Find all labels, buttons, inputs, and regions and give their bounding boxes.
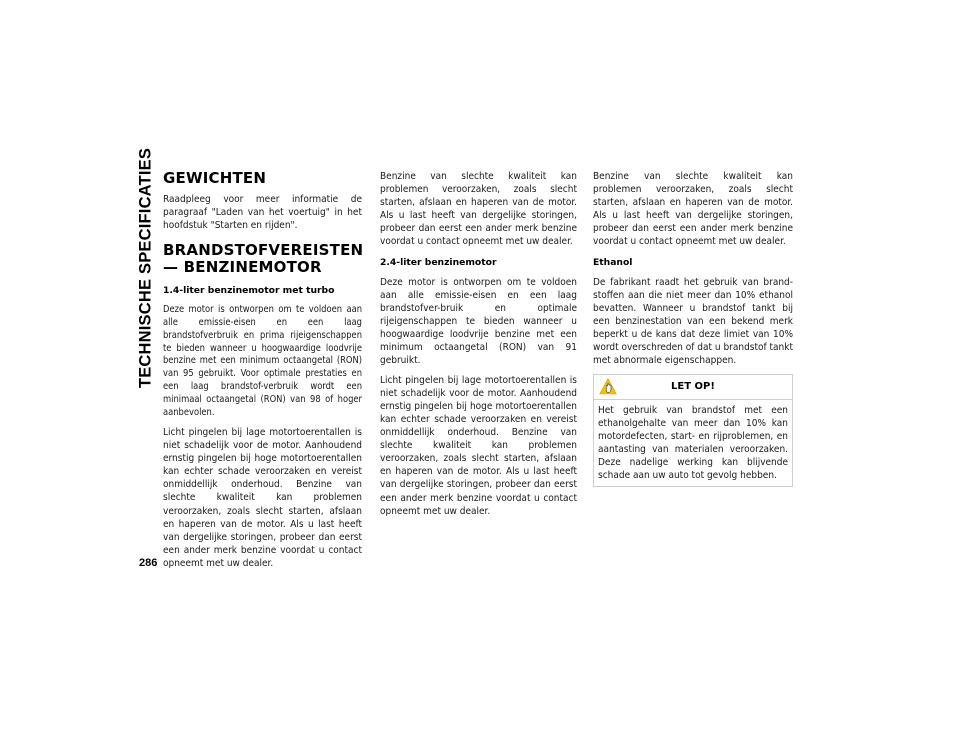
paragraph-14-octane: Deze motor is ontworpen om te voldoen aan alle emissie-eisen en een laag brandstofverbruik en prima rijeigenschappen te bieden wanneer u hoogwaardige loodvrije benzine met een minimum octaangetal (RON) van 95 gebruikt. Voor optimale prestaties en een laag brandstof-verbruik wordt een minimaal octaangetal (RON) van 98 of hoger aanbevolen.: [163, 304, 362, 418]
paragraph-ethanol: De fabrikant raadt het gebruik van brand-stoffen aan die niet meer dan 10% ethanol bevatten. Wanneer u brandstof tankt bij een benzinestation van een bekend merk beperkt u de kans dat deze limiet van 10% wordt overschreden of dat u brandstof tankt met abnormale eigenschappen.: [593, 276, 793, 367]
paragraph-24-octane: Deze motor is ontworpen om te voldoen aan alle emissie-eisen en een laag brandstofver-bruik en optimale rijeigenschappen te bieden wanneer u hoogwaardige loodvrije benzine met een minimum octaangetal (RON) van 91 gebruikt.: [380, 276, 577, 367]
paragraph-24-poor-fuel: Benzine van slechte kwaliteit kan problemen veroorzaken, zoals slecht starten, afslaan en haperen van de motor. Als u last heeft van dergelijke storingen, probeer dan eerst een ander merk benzine voordat u contact opneemt met uw dealer.: [593, 171, 793, 248]
paragraph-weights: Raadpleeg voor meer informatie de paragraaf "Laden van het voertuig" in het hoofdstuk "Starten en rijden".: [163, 194, 362, 232]
subheading-ethanol: Ethanol: [593, 256, 633, 268]
column-1: [163, 170, 362, 576]
subheading-24-liter: 2.4-liter benzinemotor: [380, 256, 497, 268]
chapter-side-tab: [135, 147, 157, 389]
chapter-title: TECHNISCHE SPECIFICATIES: [136, 147, 155, 389]
page-number: 286: [139, 557, 158, 569]
paragraph-14-knocking: Licht pingelen bij lage motortoerentallen is niet schadelijk voor de motor. Aanhoudend ernstig pingelen bij hoge motortoerentallen kan echter schade veroorzaken en vereist onmiddellijk onderhoud. Benzine van slechte kwaliteit kan problemen veroorzaken, zoals slecht starten, afslaan en haperen van de motor. Als u last heeft van dergelijke storingen, probeer dan eerst een ander merk benzine voordat u contact opneemt met uw dealer.: [163, 426, 362, 569]
heading-weights: GEWICHTEN: [163, 169, 267, 187]
warning-title: LET OP!: [671, 380, 715, 392]
column-3: [593, 170, 793, 487]
column-2: [380, 170, 577, 524]
paragraph-24-knocking: Licht pingelen bij lage motortoerentallen is niet schadelijk voor de motor. Aanhoudend ernstig pingelen bij hoge motortoerentallen kan echter schade veroorzaken en vereist onmiddellijk onderhoud. Benzine van slechte kwaliteit kan problemen veroorzaken, zoals slecht starten, afslaan en haperen van de motor. Als u last heeft van dergelijke storingen, probeer dan eerst een ander merk benzine voordat u contact opneemt met uw dealer.: [380, 374, 577, 517]
paragraph-14-poor-fuel: Benzine van slechte kwaliteit kan problemen veroorzaken, zoals slecht starten, afslaan en haperen van de motor. Als u last heeft van dergelijke storingen, probeer dan eerst een ander merk benzine voordat u contact opneemt met uw dealer.: [380, 171, 577, 248]
warning-text: Het gebruik van brandstof met een ethanolgehalte van meer dan 10% kan motordefecten, start- en rijproblemen, en aantasting van materialen veroorzaken. Deze nadelige werking kan blijvende schade aan uw auto tot gevolg hebben.: [598, 404, 788, 482]
warning-header: [594, 375, 792, 400]
heading-fuel-requirements: BRANDSTOFVEREISTEN — BENZINEMOTOR: [163, 241, 364, 277]
subheading-14-liter: 1.4-liter benzinemotor met turbo: [163, 285, 335, 297]
warning-box: [593, 374, 793, 488]
